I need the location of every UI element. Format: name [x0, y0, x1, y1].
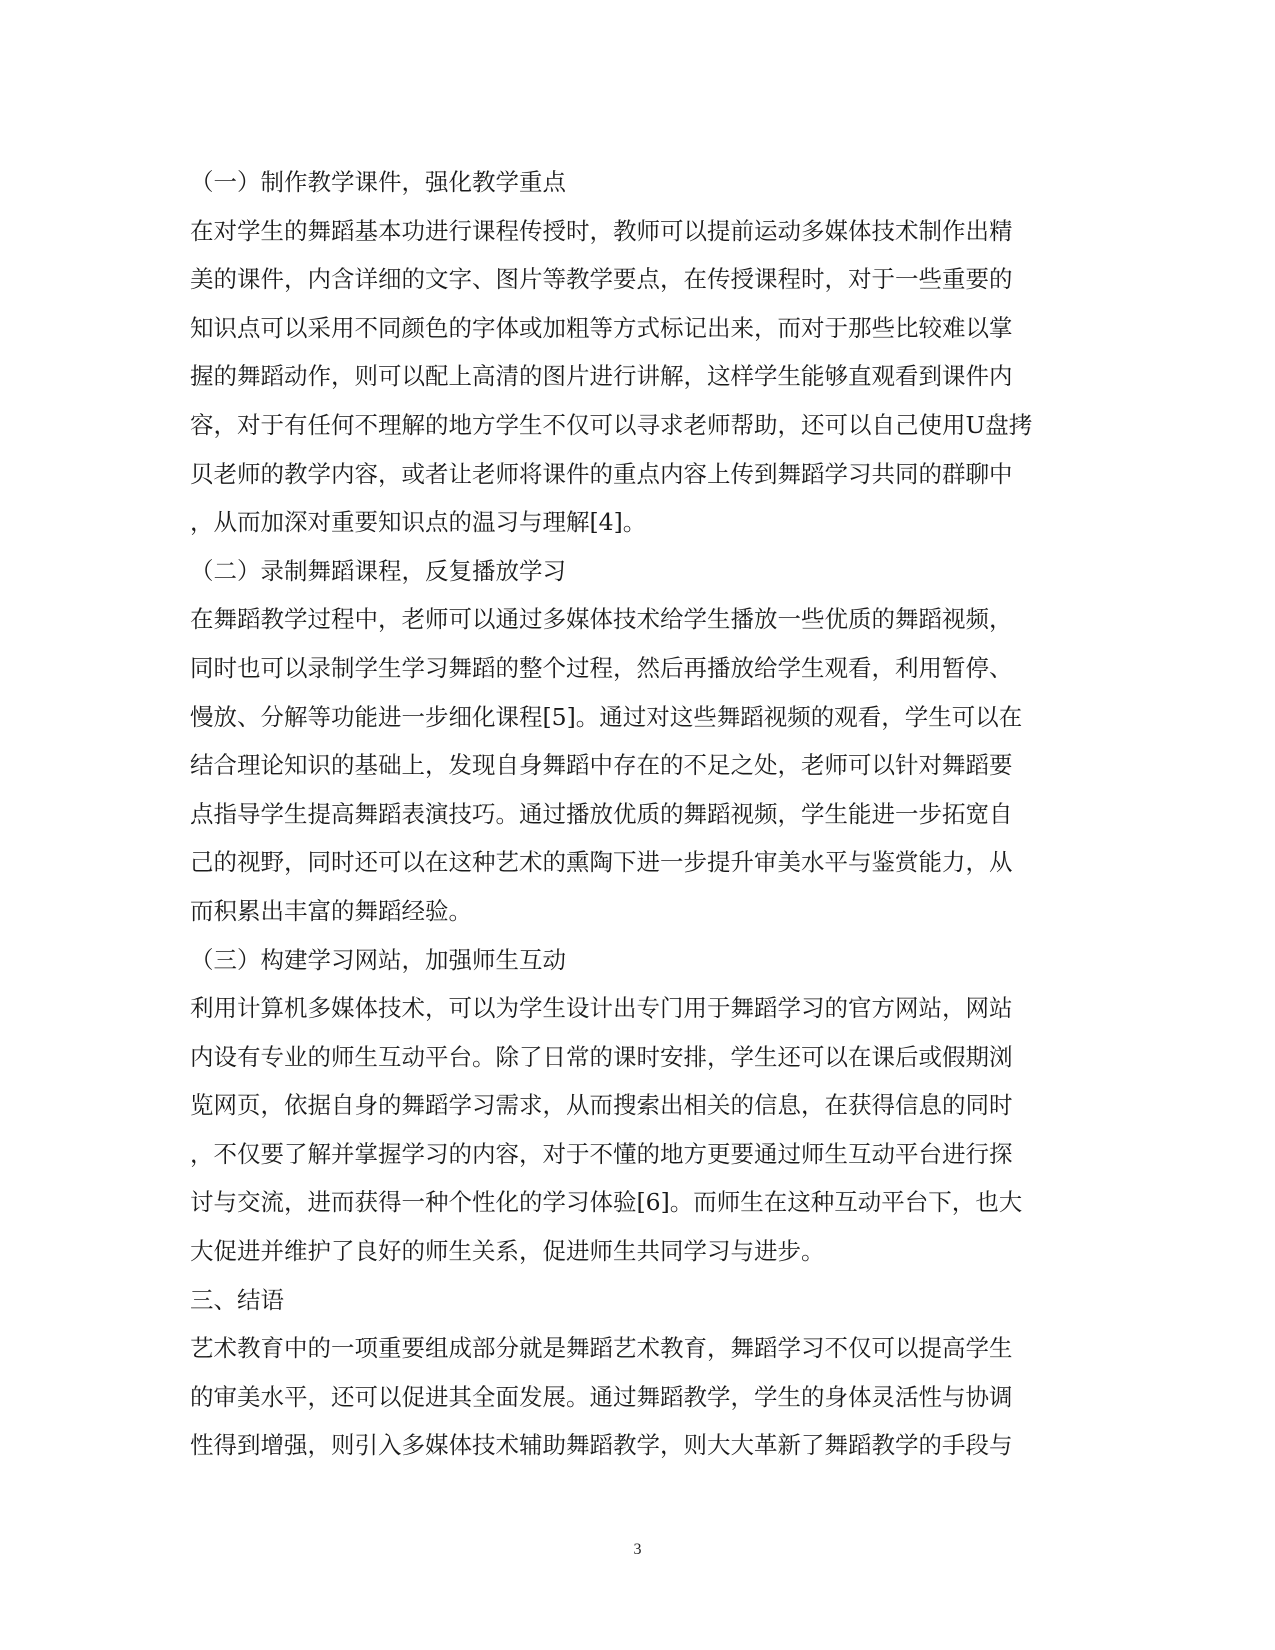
- page-number: 3: [633, 1541, 642, 1558]
- text-line: 贝老师的教学内容，或者让老师将课件的重点内容上传到舞蹈学习共同的群聊中: [190, 459, 1013, 488]
- text-line: 结合理论知识的基础上，发现自身舞蹈中存在的不足之处，老师可以针对舞蹈要: [190, 751, 1013, 780]
- text-line: 美的课件，内含详细的文字、图片等教学要点，在传授课程时，对于一些重要的: [190, 265, 1013, 294]
- text-line: 己的视野，同时还可以在这种艺术的熏陶下进一步提升审美水平与鉴赏能力，从: [190, 848, 1013, 877]
- text-line: 点指导学生提高舞蹈表演技巧。通过播放优质的舞蹈视频，学生能进一步拓宽自: [190, 799, 1013, 828]
- text-line: 的审美水平，还可以促进其全面发展。通过舞蹈教学，学生的身体灵活性与协调: [190, 1382, 1013, 1411]
- text-line: 讨与交流，进而获得一种个性化的学习体验[6]。而师生在这种互动平台下，也大: [190, 1188, 1023, 1217]
- text-line: 握的舞蹈动作，则可以配上高清的图片进行讲解，这样学生能够直观看到课件内: [190, 362, 1013, 391]
- text-line: 艺术教育中的一项重要组成部分就是舞蹈艺术教育，舞蹈学习不仅可以提高学生: [190, 1334, 1013, 1363]
- heading-3: （三）构建学习网站，加强师生互动: [190, 945, 566, 974]
- text-line: 在对学生的舞蹈基本功进行课程传授时，教师可以提前运动多媒体技术制作出精: [190, 216, 1013, 245]
- section-heading-conclusion: 三、结语: [190, 1285, 284, 1314]
- body-text: [190, 158, 1090, 1470]
- text-line: 知识点可以采用不同颜色的字体或加粗等方式标记出来，而对于那些比较难以掌: [190, 313, 1013, 342]
- text-line: 在舞蹈教学过程中，老师可以通过多媒体技术给学生播放一些优质的舞蹈视频，: [190, 605, 1013, 634]
- text-line: 同时也可以录制学生学习舞蹈的整个过程，然后再播放给学生观看，利用暂停、: [190, 653, 1013, 682]
- heading-1: （一）制作教学课件，强化教学重点: [190, 168, 566, 196]
- text-line: ，从而加深对重要知识点的温习与理解[4]。: [190, 508, 647, 537]
- text-line: 而积累出丰富的舞蹈经验。: [190, 896, 472, 925]
- text-line: ，不仅要了解并掌握学习的内容，对于不懂的地方更要通过师生互动平台进行探: [190, 1139, 1013, 1168]
- heading-2: （二）录制舞蹈课程，反复播放学习: [190, 556, 566, 585]
- text-line: 容，对于有任何不理解的地方学生不仅可以寻求老师帮助，还可以自己使用U盘拷: [190, 410, 1033, 439]
- text-line: 慢放、分解等功能进一步细化课程[5]。通过对这些舞蹈视频的观看，学生可以在: [190, 702, 1023, 731]
- text-line: 内设有专业的师生互动平台。除了日常的课时安排，学生还可以在课后或假期浏: [190, 1042, 1013, 1071]
- text-line: 利用计算机多媒体技术，可以为学生设计出专门用于舞蹈学习的官方网站，网站: [190, 994, 1013, 1023]
- text-line: 览网页，依据自身的舞蹈学习需求，从而搜索出相关的信息，在获得信息的同时: [190, 1091, 1013, 1120]
- text-line: 性得到增强，则引入多媒体技术辅助舞蹈教学，则大大革新了舞蹈教学的手段与: [190, 1431, 1013, 1460]
- text-line: 大促进并维护了良好的师生关系，促进师生共同学习与进步。: [190, 1237, 825, 1266]
